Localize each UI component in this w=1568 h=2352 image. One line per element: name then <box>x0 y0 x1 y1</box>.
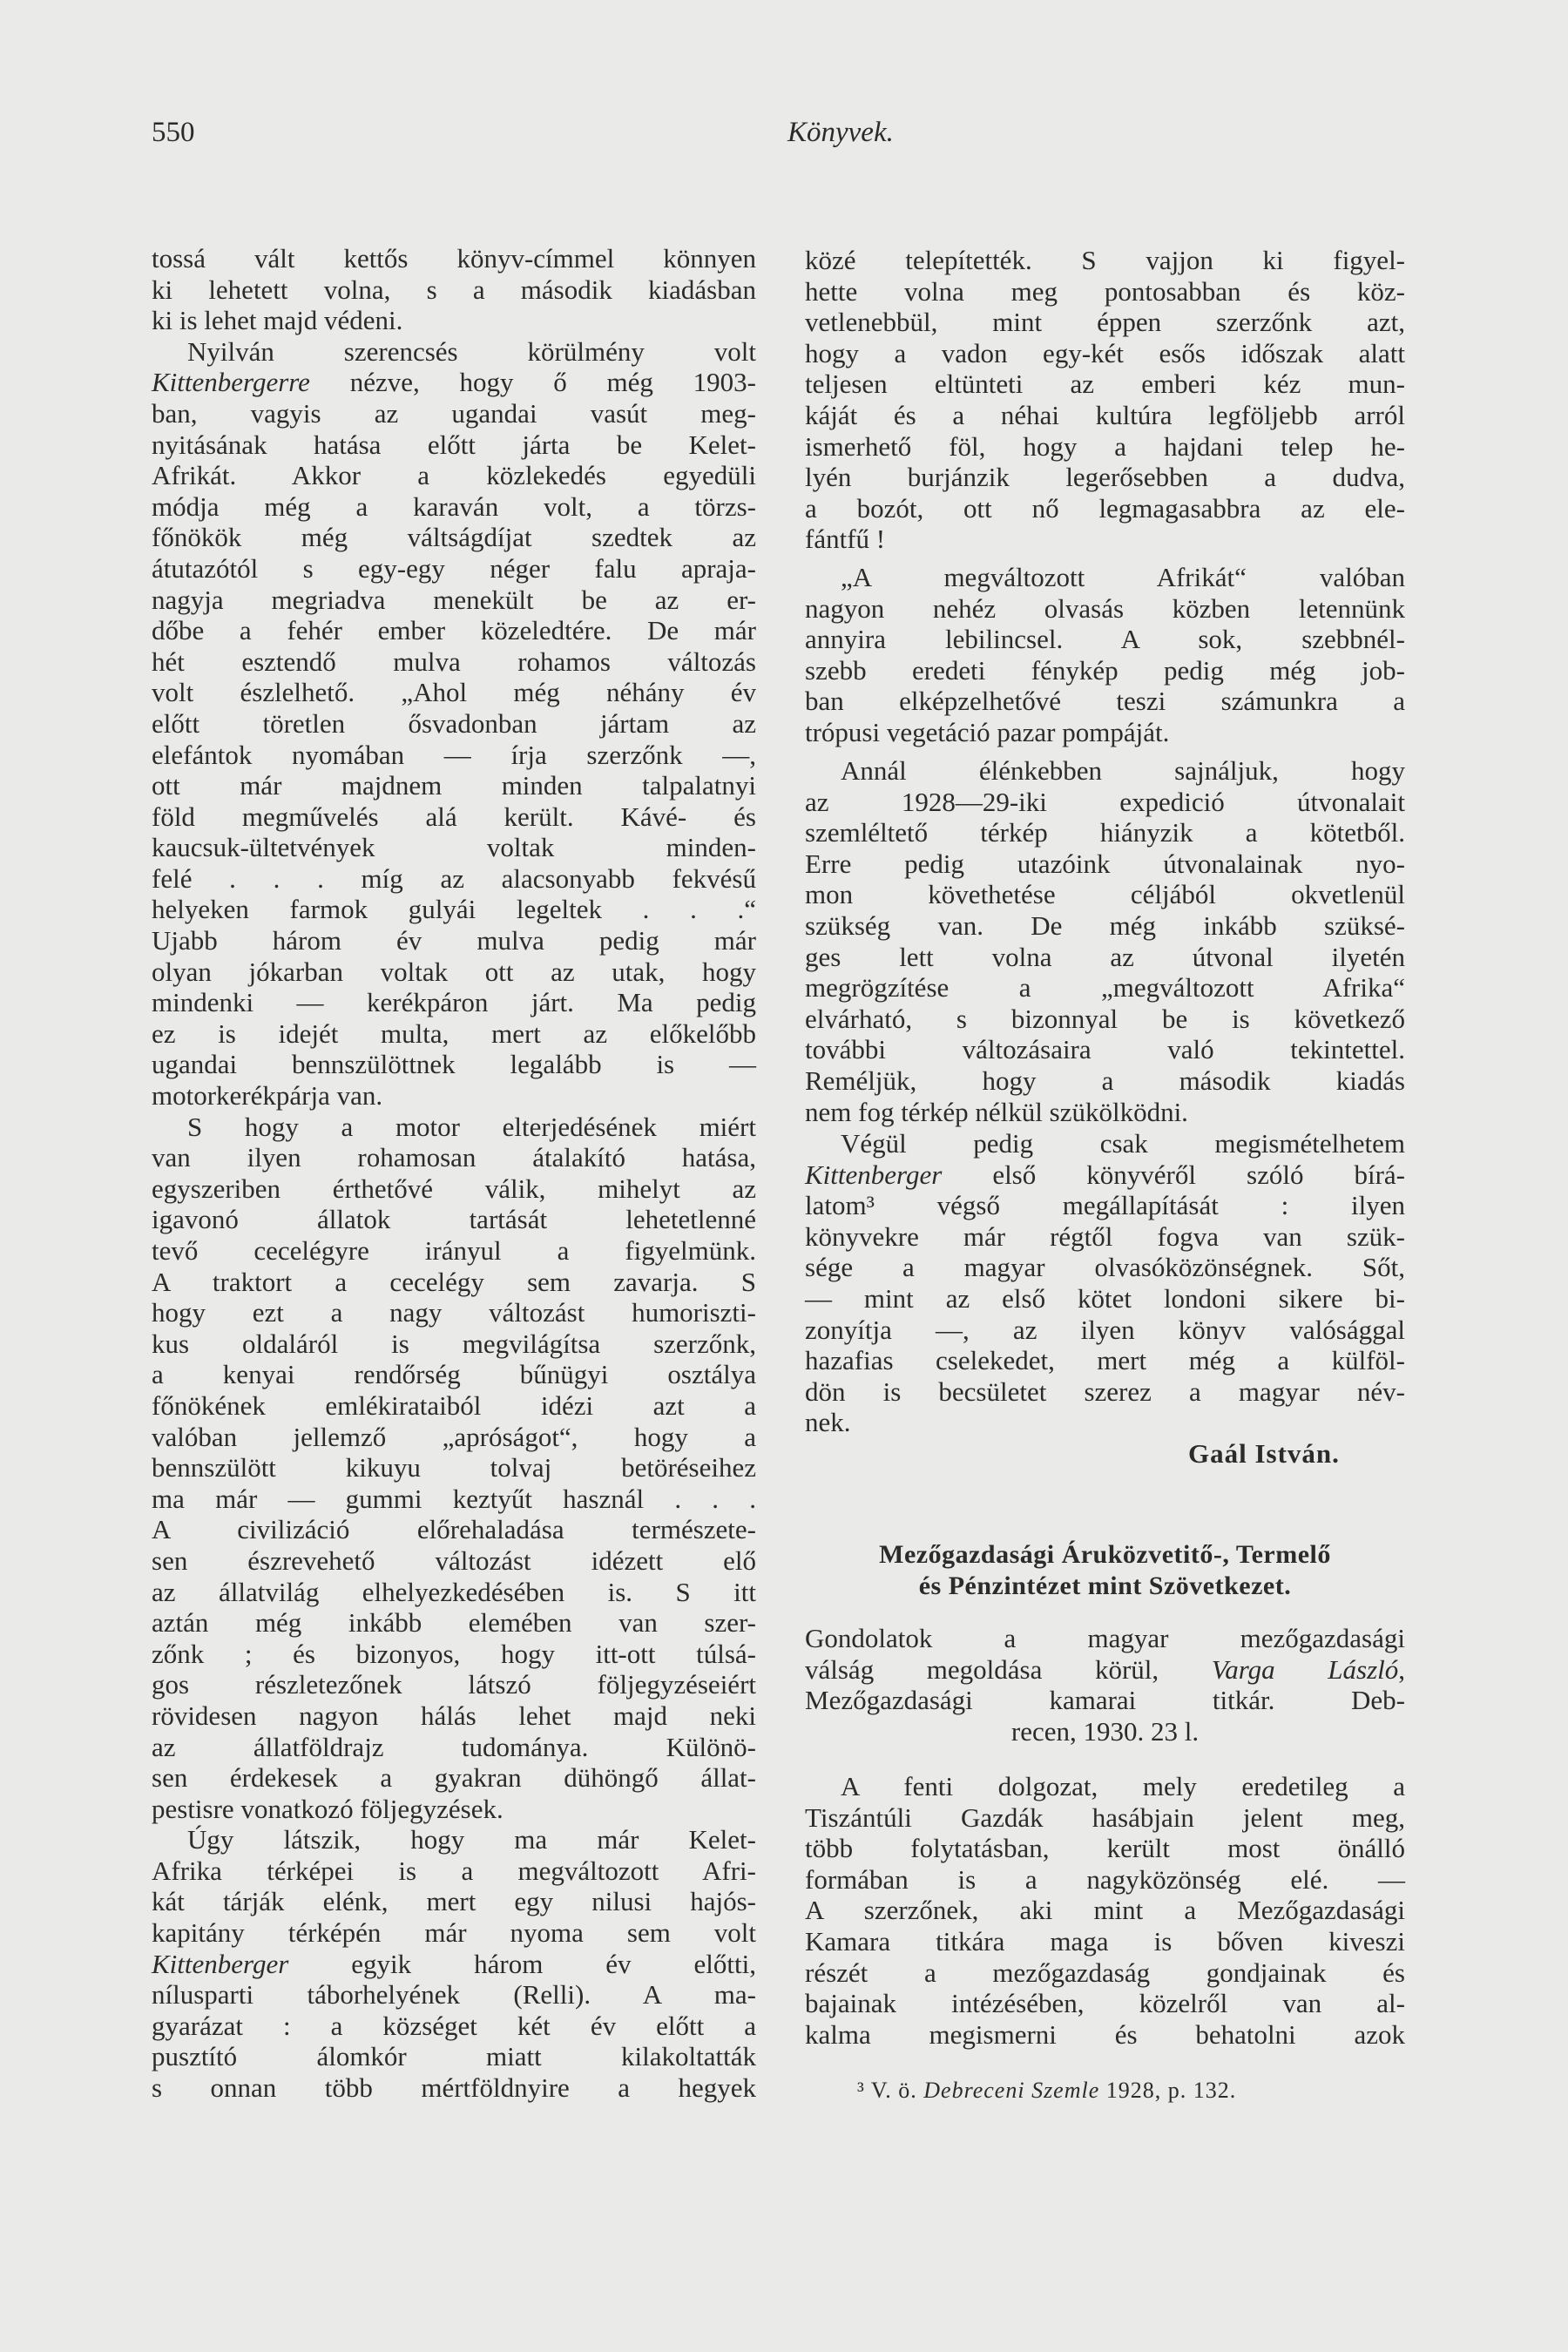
text-line: elvárható, s bizonnyal be is következő <box>805 1003 1405 1034</box>
text-line: további változásaira való tekintettel. <box>805 1034 1405 1065</box>
text-line: ki lehetett volna, s a második kiadásban <box>152 274 756 305</box>
text-line: Kittenberger egyik három év előtti, <box>152 1948 756 1979</box>
text-line: Ujabb három év mulva pedig már <box>152 925 756 956</box>
text-line: helyeken farmok gulyái legeltek . . .“ <box>152 894 756 925</box>
italic-term: Kittenberger <box>152 1948 289 1979</box>
text-line: főnökök még váltságdíjat szedtek az <box>152 522 756 553</box>
text-line: elefántok nyomában — írja szerzőnk —, <box>152 739 756 770</box>
text-line: dön is becsületet szerez a magyar név- <box>805 1375 1405 1407</box>
text-line: van ilyen rohamosan átalakító hatása, <box>152 1142 756 1173</box>
text-line: tevő cecelégyre irányul a figyelmünk. <box>152 1235 756 1266</box>
text-line: Kamara titkára maga is bőven kiveszi <box>805 1925 1405 1957</box>
paragraph <box>805 245 1405 555</box>
text-line: mon követhetése céljából okvetlenül <box>805 879 1405 910</box>
text-line: Nyilván szerencsés körülmény volt <box>187 335 756 367</box>
text-line: kus oldaláról is megvilágítsa szerzőnk, <box>152 1328 756 1359</box>
text-line: olyan jókarban voltak ott az utak, hogy <box>152 956 756 987</box>
text-line: könyvekre már régtől fogva van szük- <box>805 1220 1405 1252</box>
text-line: Mezőgazdasági kamarai titkár. Deb- <box>805 1685 1405 1716</box>
text-line: fántfű ! <box>805 524 886 555</box>
text-line: Kittenbergerre nézve, hogy ő még 1903- <box>152 367 756 398</box>
text-line: ez is idejét multa, mert az előkelőbb <box>152 1017 756 1049</box>
running-title: Könyvek. <box>787 117 894 148</box>
text-line: gyarázat : a községet két év előtt a <box>152 2010 756 2041</box>
text-line: részét a mezőgazdaság gondjainak és <box>805 1957 1405 1988</box>
text-line: dőbe a fehér ember közeledtére. De már <box>152 615 756 646</box>
paragraph <box>805 755 1405 1127</box>
paragraph <box>805 1771 1405 2050</box>
text-line: Úgy látszik, hogy ma már Kelet- <box>187 1824 756 1855</box>
text-line: ott már majdnem minden talpalatnyi <box>152 770 756 801</box>
italic-term: Kittenberger <box>805 1159 943 1190</box>
text-line: — mint az első kötet londoni sikere bi- <box>805 1282 1405 1314</box>
text-line: pusztító álomkór miatt kilakoltatták <box>152 2041 756 2072</box>
italic-term: Kittenbergerre <box>152 367 310 398</box>
text-line: káját és a néhai kultúra legföljebb arról <box>805 399 1405 430</box>
text-line: válság megoldása körül, Varga László, <box>805 1653 1405 1685</box>
text-line: ges lett volna az útvonal ilyetén <box>805 941 1405 972</box>
text-line: A civilizáció előrehaladása természete- <box>152 1514 756 1545</box>
text-line: s onnan több mértföldnyire a hegyek <box>152 2072 756 2104</box>
text-line: tossá vált kettős könyv-címmel könnyen <box>152 243 756 274</box>
paragraph <box>152 336 756 1112</box>
text-line: nagyja megriadva menekült be az er- <box>152 584 756 615</box>
text-line: kapitány térképén már nyoma sem volt <box>152 1917 756 1949</box>
text-line: gos részletezőnek látszó följegyzéseiért <box>152 1669 756 1700</box>
text-line: aztán még inkább elemében van szer- <box>152 1607 756 1639</box>
italic-term: Varga László <box>1211 1653 1399 1685</box>
text-line: igavonó állatok tartását lehetetlenné <box>152 1204 756 1235</box>
text-line: teljesen eltünteti az emberi kéz mun- <box>805 368 1405 400</box>
text-line: kalma megismerni és behatolni azok <box>805 2018 1405 2050</box>
text-line: nek. <box>805 1407 851 1438</box>
text-line: sége a magyar olvasóközönségnek. Sőt, <box>805 1252 1405 1283</box>
text-line: A fenti dolgozat, mely eredetileg a <box>841 1771 1405 1801</box>
text-line: ki is lehet majd védeni. <box>152 305 403 336</box>
paragraph <box>805 1128 1405 1438</box>
text-line: szükség van. De még inkább szüksé- <box>805 909 1405 941</box>
text-line: föld megművelés alá került. Kávé- és <box>152 801 756 832</box>
text-line: szebb eredeti fénykép pedig még job- <box>805 654 1405 686</box>
text-line: módja még a karaván volt, a törzs- <box>152 490 756 522</box>
text-line: zonyítja —, az ilyen könyv valósággal <box>805 1314 1405 1345</box>
text-line: formában is a nagyközönség elé. — <box>805 1863 1405 1895</box>
left-column <box>152 243 756 2104</box>
text-line: és Pénzintézet mint Szövetkezet. <box>918 1571 1292 1600</box>
text-line: a kenyai rendőrség bűnügyi osztálya <box>152 1359 756 1390</box>
text-line: annyira lebilincsel. A sok, szebbnél- <box>805 624 1405 655</box>
page-number: 550 <box>152 117 195 148</box>
text-line: recen, 1930. 23 l. <box>1010 1715 1200 1747</box>
text-line: közé telepítették. S vajjon ki figyel- <box>805 245 1405 275</box>
text-line: főnökének emlékirataiból idézi azt a <box>152 1389 756 1421</box>
text-line: pestisre vonatkozó följegyzések. <box>152 1793 504 1824</box>
text-line: „A megváltozott Afrikát“ valóban <box>841 562 1405 592</box>
text-line: sen észrevehető változást idézett elő <box>152 1544 756 1576</box>
bibliography <box>805 1623 1405 1747</box>
text-line: ugandai bennszülöttnek legalább is — <box>152 1049 756 1080</box>
section-title <box>805 1539 1405 1601</box>
text-line: nílusparti táborhelyének (Relli). A ma- <box>152 1979 756 2011</box>
text-line: vetlenebbül, mint éppen szerzőnk azt, <box>805 307 1405 338</box>
text-line: hét esztendő mulva rohamos változás <box>152 645 756 677</box>
text-line: motorkerékpárja van. <box>152 1080 383 1112</box>
paragraph <box>152 1112 756 1825</box>
text-line: rövidesen nagyon hálás lehet majd neki <box>152 1700 756 1731</box>
text-line: hazafias cselekedet, mert még a külföl- <box>805 1345 1405 1376</box>
text-line: Tiszántúli Gazdák hasábjain jelent meg, <box>805 1801 1405 1833</box>
text-line: hogy a vadon egy-két esős időszak alatt <box>805 337 1405 368</box>
text-line: átutazótól s egy-egy néger falu apraja- <box>152 552 756 584</box>
text-line: több folytatásban, került most önálló <box>805 1833 1405 1864</box>
review-signature: Gaál István. <box>1188 1438 1340 1469</box>
text-line: trópusi vegetáció pazar pompáját. <box>805 716 1170 747</box>
paragraph <box>152 1824 756 2103</box>
text-line: zőnk ; és bizonyos, hogy itt-ott túlsá- <box>152 1638 756 1669</box>
text-line: volt észlelhető. „Ahol még néhány év <box>152 677 756 708</box>
text-line: Afrika térképei is a megváltozott Afri- <box>152 1855 756 1886</box>
text-line: ismerhető föl, hogy a hajdani telep he- <box>805 430 1405 462</box>
text-line: a bozót, ott nő legmagasabbra az ele- <box>805 492 1405 524</box>
text-line: Reméljük, hogy a második kiadás <box>805 1064 1405 1096</box>
text-line: Kittenberger első könyvéről szóló bírá- <box>805 1159 1405 1190</box>
text-line: felé . . . míg az alacsonyabb fekvésű <box>152 862 756 894</box>
text-line: egyszeriben érthetővé válik, mihelyt az <box>152 1173 756 1204</box>
text-line: hogy ezt a nagy változást humoriszti- <box>152 1297 756 1328</box>
text-line: mindenki — kerékpáron járt. Ma pedig <box>152 987 756 1018</box>
text-line: ban elképzelhetővé teszi számunkra a <box>805 686 1405 717</box>
paragraph <box>152 243 756 336</box>
italic-term: Debreceni Szemle <box>923 2078 1100 2103</box>
text-line: megrögzítése a „megváltozott Afrika“ <box>805 972 1405 1004</box>
text-line: Végül pedig csak megismételhetem <box>841 1128 1405 1159</box>
text-line: ma már — gummi keztyűt használ . . . <box>152 1483 756 1514</box>
text-line: Mezőgazdasági Áruközvetitő-, Termelő <box>879 1540 1331 1569</box>
text-line: az állatföldrajz tudománya. Különö- <box>152 1731 756 1762</box>
text-line: A szerzőnek, aki mint a Mezőgazdasági <box>805 1895 1405 1926</box>
text-line: nyitásának hatása előtt járta be Kelet- <box>152 429 756 460</box>
text-line: bajainak intézésében, közelről van al- <box>805 1988 1405 2019</box>
text-line: bennszülött kikuyu tolvaj betöréseihez <box>152 1452 756 1484</box>
text-line: lyén burjánzik legerősebben a dudva, <box>805 462 1405 493</box>
text-line: nem fog térkép nélkül szükölködni. <box>805 1096 1188 1127</box>
text-line: S hogy a motor elterjedésének miért <box>187 1111 756 1142</box>
text-line: kaucsuk-ültetvények voltak minden- <box>152 832 756 863</box>
paragraph <box>805 562 1405 748</box>
text-line: sen érdekesek a gyakran dühöngő állat- <box>152 1762 756 1794</box>
text-line: Erre pedig utazóink útvonalainak nyo- <box>805 848 1405 879</box>
text-line: az 1928—29-iki expedició útvonalait <box>805 786 1405 817</box>
text-line: hette volna meg pontosabban és köz- <box>805 275 1405 307</box>
text-line: latom³ végső megállapítását : ilyen <box>805 1190 1405 1221</box>
text-line: A traktort a cecelégy sem zavarja. S <box>152 1266 756 1297</box>
footnote: ³ V. ö. Debreceni Szemle 1928, p. 132. <box>857 2078 1237 2103</box>
text-line: nagyon nehéz olvasás közben letennünk <box>805 592 1405 624</box>
text-line: Afrikát. Akkor a közlekedés egyedüli <box>152 460 756 491</box>
text-line: valóban jellemző „apróságot“, hogy a <box>152 1421 756 1452</box>
text-line: előtt töretlen ősvadonban jártam az <box>152 707 756 739</box>
text-line: ban, vagyis az ugandai vasút meg- <box>152 397 756 429</box>
text-line: Gondolatok a magyar mezőgazdasági <box>805 1623 1405 1653</box>
text-line: szemléltető térkép hiányzik a kötetből. <box>805 817 1405 848</box>
text-line: az állatvilág elhelyezkedésében is. S itt <box>152 1576 756 1607</box>
text-line: kát tárják elénk, mert egy nilusi hajós- <box>152 1886 756 1917</box>
text-line: Annál élénkebben sajnáljuk, hogy <box>841 755 1405 786</box>
